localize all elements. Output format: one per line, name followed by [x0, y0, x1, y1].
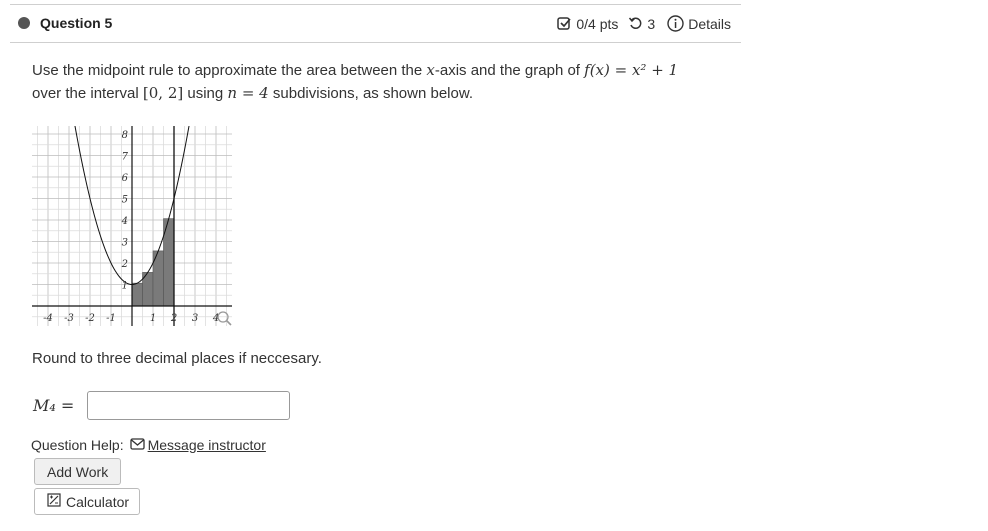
- retry-icon: [628, 16, 643, 31]
- magnifier-icon[interactable]: [218, 312, 231, 325]
- calculator-label: Calculator: [66, 493, 130, 510]
- midpoint-rectangle: [132, 283, 143, 306]
- points-text: 0/4 pts: [576, 15, 619, 32]
- y-tick-label: 5: [121, 194, 128, 206]
- details-link[interactable]: [667, 15, 731, 32]
- message-instructor-link[interactable]: [130, 437, 266, 453]
- header-divider: [10, 42, 741, 43]
- x-tick-label: 4: [212, 313, 220, 324]
- question-help: [31, 437, 266, 453]
- question-meta: [557, 15, 731, 32]
- help-label: Question Help:: [31, 437, 124, 453]
- prompt-line-1: [32, 59, 678, 82]
- x-tick-label: -4: [43, 313, 53, 324]
- message-link-label: Message instructor: [147, 437, 266, 453]
- checkbox-icon: [557, 16, 572, 31]
- question-header: [10, 4, 741, 42]
- y-tick-label: 6: [121, 173, 128, 184]
- y-tick-label: 3: [121, 237, 128, 249]
- x-tick-label: 1: [149, 313, 157, 324]
- round-note: Round to three decimal places if neccesary.: [32, 350, 322, 367]
- prompt-text: -axis and the graph of: [434, 62, 585, 79]
- midpoint-rule-graph: [32, 126, 232, 326]
- attempts-count: 3: [647, 15, 656, 32]
- x-tick-label: 2: [170, 313, 178, 324]
- interval-expression: [0, 2]: [142, 84, 184, 102]
- add-work-button[interactable]: [34, 458, 121, 485]
- n-expression: n = 4: [227, 84, 269, 102]
- status-dot: [18, 17, 30, 29]
- x-tick-label: -3: [64, 313, 74, 324]
- prompt-text: using: [183, 85, 228, 102]
- add-work-label: Add Work: [47, 463, 109, 480]
- prompt-text: Use the midpoint rule to approximate the area between the: [32, 62, 427, 79]
- y-tick-label: 7: [121, 151, 128, 163]
- prompt-text: subdivisions, as shown below.: [268, 85, 474, 102]
- y-tick-label: 4: [121, 216, 128, 227]
- y-tick-label: 1: [121, 280, 128, 292]
- question-title: Question 5: [40, 15, 113, 31]
- info-icon: [667, 15, 684, 32]
- x-variable: x: [426, 61, 435, 79]
- details-label: Details: [688, 15, 731, 32]
- calculator-icon: [47, 493, 61, 510]
- answer-label: M₄ =: [33, 396, 75, 415]
- x-tick-label: 3: [191, 313, 199, 324]
- answer-input[interactable]: [87, 391, 290, 420]
- prompt-line-2: [32, 82, 473, 105]
- prompt-text: over the interval: [32, 85, 143, 102]
- x-tick-label: -2: [85, 313, 95, 324]
- function-expression: f(x) = x² + 1: [584, 61, 679, 79]
- x-tick-label: -1: [106, 313, 116, 324]
- envelope-icon: [130, 437, 145, 453]
- y-tick-label: 8: [121, 130, 128, 141]
- calculator-button[interactable]: [34, 488, 140, 515]
- y-tick-label: 2: [121, 259, 128, 270]
